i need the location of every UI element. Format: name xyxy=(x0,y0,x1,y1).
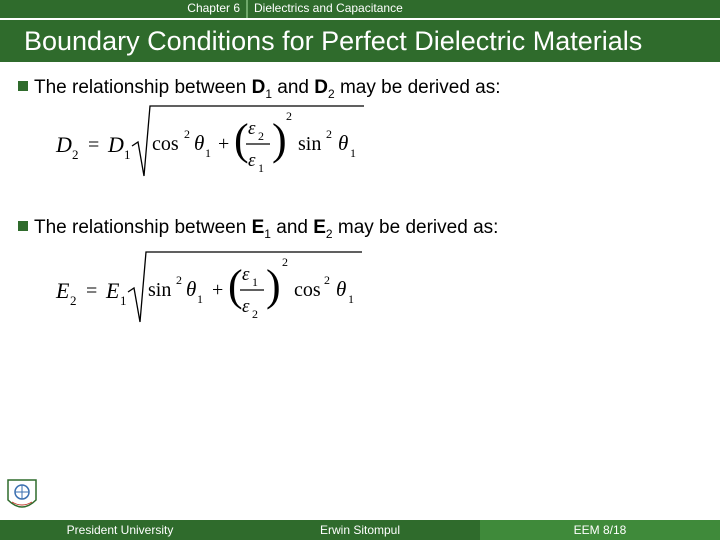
footer-institution: President University xyxy=(66,523,174,537)
f1-lhs-sub: 2 xyxy=(72,147,79,162)
f1-t2: sin xyxy=(298,133,322,155)
f2-paren-pow: 2 xyxy=(282,255,288,269)
f1-den: ε xyxy=(248,150,256,171)
f1-theta2: θ xyxy=(338,131,349,155)
chapter-label: Chapter 6 xyxy=(187,1,240,15)
f1-rhs-sub: 1 xyxy=(124,147,131,162)
f1-t1: cos xyxy=(152,133,179,155)
f2-paren-right: ) xyxy=(266,261,281,310)
f2-den-sub: 2 xyxy=(252,307,258,321)
footer-page-number: EEM 8/18 xyxy=(480,520,720,540)
f1-t1-pow: 2 xyxy=(184,127,190,141)
f2-theta2-sub: 1 xyxy=(348,292,354,306)
f1-paren-pow: 2 xyxy=(286,109,292,123)
f1-den-sub: 1 xyxy=(258,161,264,175)
f2-den: ε xyxy=(242,296,250,317)
f2-theta: θ xyxy=(186,277,197,301)
footer-bar xyxy=(0,520,720,540)
footer-author: Erwin Sitompul xyxy=(319,523,401,537)
f2-lhs-sub: 2 xyxy=(70,293,77,308)
title-bar xyxy=(0,20,720,62)
f2-t1: sin xyxy=(148,279,172,301)
f1-theta: θ xyxy=(194,131,205,155)
f1-num-sub: 2 xyxy=(258,129,264,143)
university-logo xyxy=(6,478,38,514)
formula-d2 xyxy=(52,104,372,189)
slide-title: Boundary Conditions for Perfect Dielectric Materials xyxy=(24,26,643,56)
header-bar xyxy=(0,0,720,18)
f1-paren-left: ( xyxy=(234,115,249,164)
f2-plus: + xyxy=(212,279,224,301)
bullet-square-icon xyxy=(18,221,28,231)
f2-t2-pow: 2 xyxy=(324,273,330,287)
f1-plus: + xyxy=(218,133,230,155)
f1-t2-pow: 2 xyxy=(326,127,332,141)
f2-paren-left: ( xyxy=(228,261,243,310)
f2-lhs: E xyxy=(56,278,70,303)
f2-t1-pow: 2 xyxy=(176,273,182,287)
bullet-d-relationship: The relationship between $D_1$ and $D_2$ may be derived as: xyxy=(18,76,501,106)
bullet-e-relationship: The relationship between $E_1$ and $E_2$ may be derived as: xyxy=(18,216,498,246)
f1-theta-sub: 1 xyxy=(205,146,211,160)
f2-t2: cos xyxy=(294,279,321,301)
f2-num: ε xyxy=(242,264,250,285)
f2-theta2: θ xyxy=(336,277,347,301)
f1-num: ε xyxy=(248,118,256,139)
f1-paren-right: ) xyxy=(272,115,287,164)
f2-eq: = xyxy=(86,280,98,302)
f1-theta2-sub: 1 xyxy=(350,146,356,160)
formula-e2 xyxy=(52,250,372,335)
subject-label: Dielectrics and Capacitance xyxy=(254,1,403,15)
f1-lhs: D xyxy=(56,132,72,157)
f2-rhs-sub: 1 xyxy=(120,293,127,308)
header-divider xyxy=(246,0,248,18)
f2-num-sub: 1 xyxy=(252,275,258,289)
bullet-square-icon xyxy=(18,81,28,91)
f1-rhs: D xyxy=(108,132,124,157)
f2-theta-sub: 1 xyxy=(197,292,203,306)
f2-rhs: E xyxy=(106,278,120,303)
f1-eq: = xyxy=(88,134,100,156)
